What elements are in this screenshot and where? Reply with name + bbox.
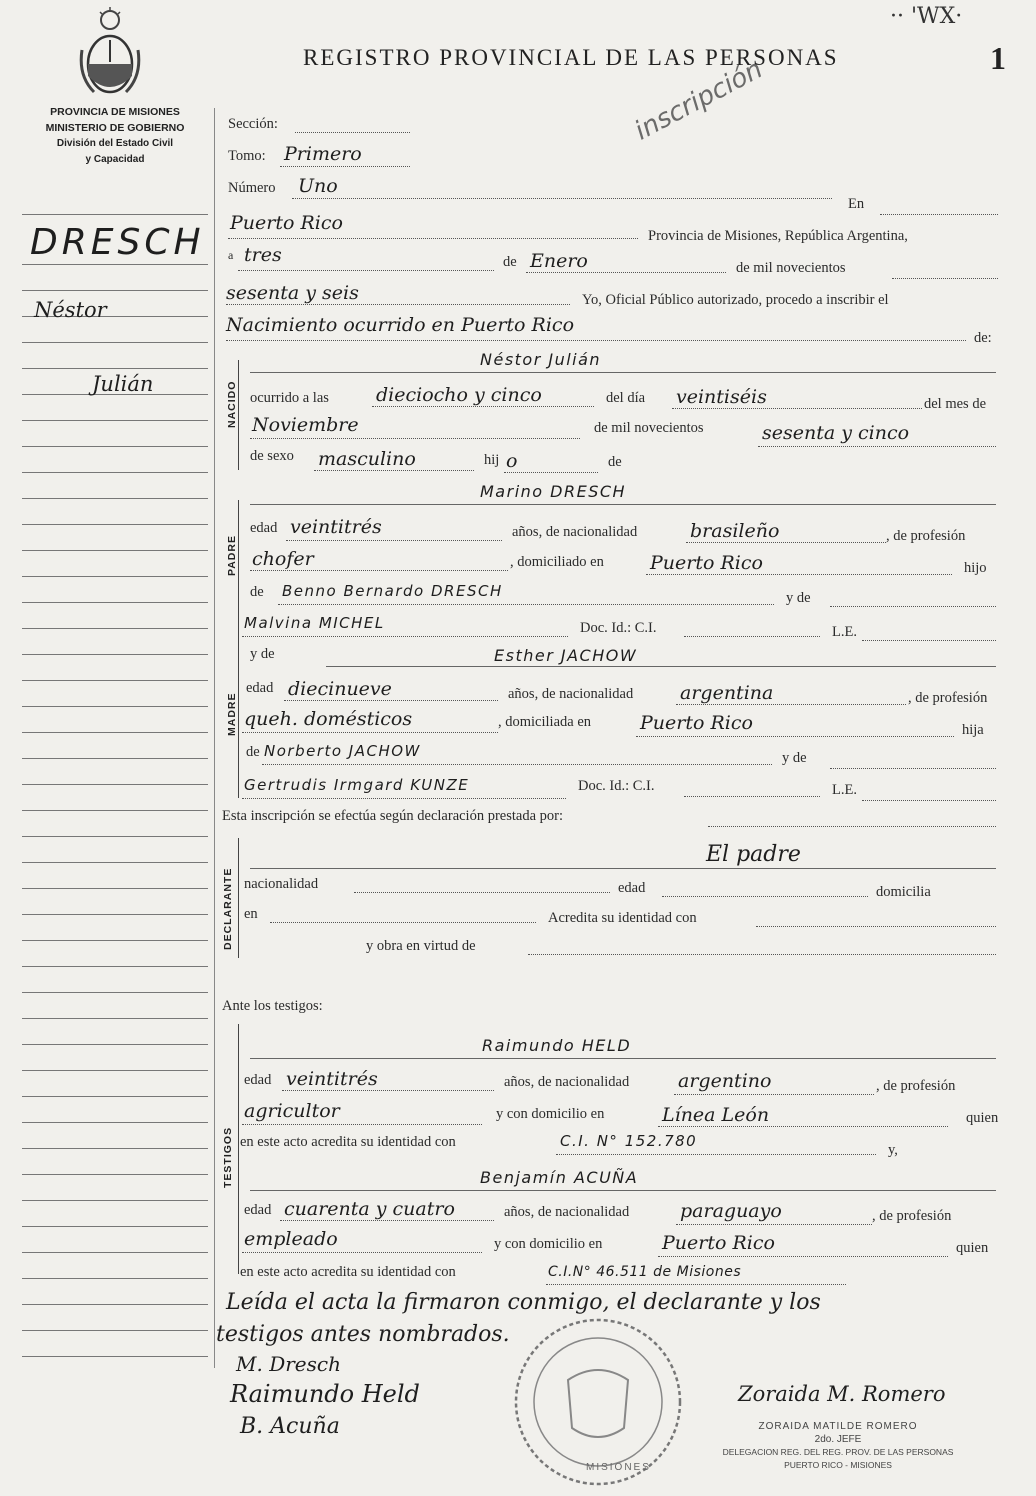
mil-novecientos-label: de mil novecientos — [594, 420, 704, 436]
madre-nacionalidad: argentina — [680, 682, 774, 704]
padre-name: Marino DRESCH — [480, 482, 627, 501]
madre-father-name: Norberto JACHOW — [264, 742, 421, 760]
registration-month: Enero — [530, 250, 588, 272]
agency-line-2: MINISTERIO DE GOBIERNO — [45, 122, 185, 134]
madre-hija-label: hija — [962, 722, 984, 738]
testigo1-quien-label: quien — [966, 1110, 999, 1126]
declarante-obra-label: y obra en virtud de — [366, 938, 476, 954]
madre-le-label: L.E. — [832, 782, 857, 798]
margin-divider — [214, 108, 215, 1368]
place-value: Puerto Rico — [230, 212, 343, 234]
testigo2-quien-label: quien — [956, 1240, 989, 1256]
de-colon-label: de: — [974, 330, 992, 346]
testigo2-domicilio-label: y con domicilio en — [494, 1236, 603, 1252]
registration-year: sesenta y seis — [226, 282, 359, 304]
testigo1-edad: veintitrés — [286, 1068, 378, 1090]
testigo2-acredita-label: en este acto acredita su identidad con — [240, 1264, 456, 1280]
seccion-label: Sección: — [228, 116, 278, 132]
birth-month: Noviembre — [252, 414, 359, 436]
nacido-name: Néstor Julián — [480, 350, 602, 369]
numero-value: Uno — [298, 175, 338, 197]
event-value: Nacimiento ocurrido en Puerto Rico — [226, 314, 575, 336]
padre-de-label: de — [250, 584, 264, 600]
testigo2-nacionalidad-label: años, de nacionalidad — [504, 1204, 630, 1220]
madre-profesion-label: , de profesión — [908, 690, 988, 706]
sexo-label: de sexo — [250, 448, 294, 464]
padre-edad: veintitrés — [290, 516, 382, 538]
agency-line-1: PROVINCIA DE MISIONES — [50, 106, 180, 118]
padre-domicilio-label: , domiciliado en — [510, 554, 604, 570]
agency-line-3: División del Estado Civil — [56, 138, 174, 149]
birth-day: veintiséis — [676, 386, 767, 408]
padre-doc-label: Doc. Id.: C.I. — [580, 620, 657, 636]
margin-second-name: Julián — [92, 372, 154, 396]
tomo-label: Tomo: — [228, 148, 266, 164]
signature-held: Raimundo Held — [230, 1380, 420, 1408]
testigo1-ci: C.I. N° 152.780 — [560, 1132, 698, 1150]
del-dia-label: del día — [606, 390, 646, 406]
testigo1-name: Raimundo HELD — [482, 1036, 632, 1055]
signature-acuna: B. Acuña — [240, 1414, 340, 1439]
madre-domicilio: Puerto Rico — [640, 712, 753, 734]
seal-ring-text: MISIONES — [586, 1462, 651, 1473]
provincia-text: Provincia de Misiones, República Argentina, — [648, 228, 908, 244]
registration-day: tres — [244, 244, 282, 266]
testigo1-edad-label: edad — [244, 1072, 272, 1088]
oficial-text: Yo, Oficial Público autorizado, procedo a inscribir el — [582, 292, 889, 308]
signature-dresch: M. Dresch — [236, 1352, 341, 1376]
testigo1-nacionalidad-label: años, de nacionalidad — [504, 1074, 630, 1090]
corner-mark: ·· 'WX· — [890, 4, 963, 29]
testigo2-edad-label: edad — [244, 1202, 272, 1218]
madre-section-label: MADRE — [226, 692, 238, 736]
padre-profesion-label: , de profesión — [886, 528, 966, 544]
agency-line-4: y Capacidad — [85, 154, 145, 165]
testigo1-acredita-label: en este acto acredita su identidad con — [240, 1134, 456, 1150]
a-label: a — [228, 248, 234, 262]
testigo2-ci: C.I.N° 46.511 de Misiones — [548, 1264, 742, 1280]
testigo2-profesion: empleado — [244, 1228, 338, 1250]
testigos-intro: Ante los testigos: — [222, 998, 323, 1014]
testigo2-name: Benjamín ACUÑA — [480, 1168, 639, 1187]
de-label: de — [503, 254, 517, 270]
mil-label: de mil novecientos — [736, 260, 846, 276]
madre-profesion: queh. domésticos — [244, 708, 413, 730]
margin-surname: DRESCH — [30, 222, 205, 263]
official-stamp — [688, 1420, 988, 1472]
declarante-acredita-label: Acredita su identidad con — [548, 910, 697, 926]
hij-suffix: o — [506, 450, 518, 472]
padre-profesion: chofer — [252, 548, 314, 570]
declarante-edad-label: edad — [618, 880, 646, 896]
signature-official: Zoraida M. Romero — [738, 1382, 946, 1406]
nacido-section-label: NACIDO — [226, 380, 238, 428]
agency-block — [20, 104, 210, 168]
testigo1-nacionalidad: argentino — [678, 1070, 772, 1092]
padre-hijo-label: hijo — [964, 560, 987, 576]
padre-mother-name: Malvina MICHEL — [244, 614, 385, 632]
testigo1-y-label: y, — [888, 1142, 898, 1158]
padre-father-name: Benno Bernardo DRESCH — [282, 582, 503, 600]
page-title: REGISTRO PROVINCIAL DE LAS PERSONAS — [303, 45, 839, 70]
declarante-domicilia-label: domicilia — [876, 884, 931, 900]
sexo-value: masculino — [318, 448, 416, 470]
madre-nacionalidad-label: años, de nacionalidad — [508, 686, 634, 702]
stamp-office: DELEGACION REG. DEL REG. PROV. DE LAS PERSONAS — [722, 1447, 954, 1457]
testigo2-edad: cuarenta y cuatro — [284, 1198, 455, 1220]
testigo2-domicilio: Puerto Rico — [662, 1232, 775, 1254]
madre-y-de-label: y de — [250, 646, 275, 662]
madre-edad-label: edad — [246, 680, 274, 696]
numero-label: Número — [228, 180, 276, 196]
madre-y-de2-label: y de — [782, 750, 807, 766]
testigo1-domicilio-label: y con domicilio en — [496, 1106, 605, 1122]
stamp-location: PUERTO RICO - MISIONES — [784, 1460, 892, 1470]
padre-section-label: PADRE — [226, 535, 238, 576]
birth-hour: dieciocho y cinco — [376, 384, 542, 406]
declarante-value: El padre — [706, 842, 801, 867]
page-number: 1 — [990, 40, 1006, 76]
padre-edad-label: edad — [250, 520, 278, 536]
madre-doc-label: Doc. Id.: C.I. — [578, 778, 655, 794]
madre-domicilio-label: , domiciliada en — [498, 714, 592, 730]
declarante-nac-label: nacionalidad — [244, 876, 319, 892]
stamp-official-name: ZORAIDA MATILDE ROMERO — [758, 1421, 918, 1432]
padre-y-de-label: y de — [786, 590, 811, 606]
ocurrido-label: ocurrido a las — [250, 390, 329, 406]
madre-edad: diecinueve — [288, 678, 392, 700]
coat-of-arms-icon — [78, 6, 142, 100]
testigo1-profesion: agricultor — [244, 1100, 340, 1122]
closing-line-2: testigos antes nombrados. — [216, 1322, 510, 1347]
hij-de-label: de — [608, 454, 622, 470]
birth-year: sesenta y cinco — [762, 422, 910, 444]
testigo1-profesion-label: , de profesión — [876, 1078, 956, 1094]
tomo-value: Primero — [284, 143, 362, 165]
madre-name: Esther JACHOW — [494, 646, 638, 665]
padre-nacionalidad: brasileño — [690, 520, 780, 542]
del-mes-label: del mes de — [924, 396, 987, 412]
hij-label: hij — [484, 452, 500, 468]
testigo2-profesion-label: , de profesión — [872, 1208, 952, 1224]
padre-le-label: L.E. — [832, 624, 857, 640]
en-label: En — [848, 196, 865, 212]
madre-mother-name: Gertrudis Irmgard KUNZE — [244, 776, 470, 794]
madre-de-label: de — [246, 744, 260, 760]
testigo1-domicilio: Línea León — [662, 1104, 770, 1126]
declarante-intro: Esta inscripción se efectúa según declaración prestada por: — [222, 808, 564, 824]
testigo2-nacionalidad: paraguayo — [680, 1200, 782, 1222]
stamp-title: 2do. JEFE — [814, 1434, 862, 1445]
declarante-en-label: en — [244, 906, 258, 922]
declarante-section-label: DECLARANTE — [222, 867, 234, 950]
margin-first-name: Néstor — [34, 298, 107, 322]
testigos-section-label: TESTIGOS — [222, 1126, 234, 1188]
padre-nacionalidad-label: años, de nacionalidad — [512, 524, 638, 540]
padre-domicilio: Puerto Rico — [650, 552, 763, 574]
diagonal-handwritten-note: inscripción — [630, 54, 768, 147]
closing-line-1: Leída el acta la firmaron conmigo, el declarante y los — [226, 1290, 821, 1315]
